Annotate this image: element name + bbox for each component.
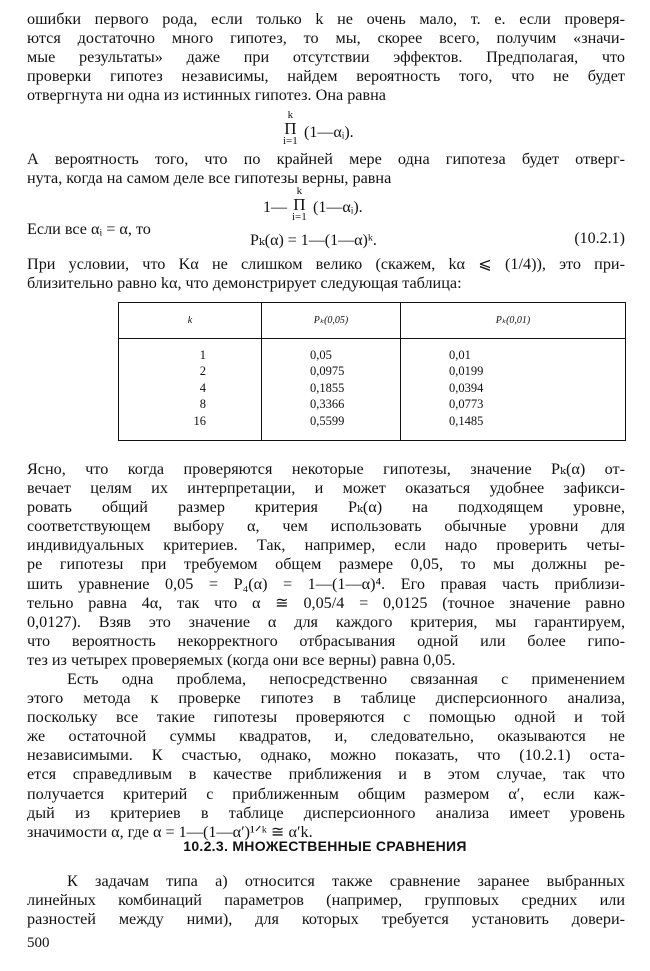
paragraph-2 (27, 150, 625, 188)
text-line: близительно равно kα, что демонстрирует следующая таблица: (27, 274, 462, 293)
text-line: К задачам типа а) относится также сравнение заранее выбранных (67, 872, 625, 890)
text-line: 0,0127). Взяв это значение α для каждого критерия, мы гарантируем, (27, 612, 625, 631)
table-row (119, 413, 626, 440)
column-header-k: k (119, 303, 262, 339)
text-line: получается критерий с приближенным общим размером α′, если каж- (27, 784, 625, 803)
text-line: ошибки первого рода, если только k не очень мало, т. е. если проверя- (27, 10, 625, 28)
text-line: тельно равна 4α, так что α ≅ 0,05/4 = 0,0125 (точное значение равно (27, 593, 625, 612)
paragraph-1 (27, 10, 625, 105)
text-line: этого метода к проверке гипотез в таблице дисперсионного анализа, (27, 689, 625, 708)
column-header-p005: Pₖ(0,05) (262, 303, 401, 339)
text-line: ре гипотезы при требуемом общем размере 0,05, то мы должны ре- (27, 555, 625, 574)
cell-p005: 0,3366 (262, 397, 401, 414)
paragraph-3 (27, 255, 625, 293)
product-upper-limit: k (287, 109, 294, 121)
text-line: нута, когда на самом деле все гипотезы верны, равна (27, 169, 392, 188)
text-line: линейных комбинаций параметров (например, групповых средних или (27, 891, 625, 910)
probability-table (118, 302, 626, 441)
cell-k (119, 364, 262, 381)
product-symbol: Π (284, 119, 297, 138)
cell-k-value: 16 (193, 413, 206, 428)
cell-p001: 0,0394 (401, 380, 626, 397)
if-clause: Если все αᵢ = α, то (27, 220, 151, 238)
text-line: ровать общий размер критерия Pₖ(α) на подходящем уровне, (27, 498, 625, 517)
formula-2-prefix: 1— (263, 199, 287, 216)
cell-k-value: 2 (199, 364, 206, 379)
cell-p001: 0,0773 (401, 397, 626, 414)
section-heading: 10.2.3. МНОЖЕСТВЕННЫЕ СРАВНЕНИЯ (183, 838, 467, 854)
cell-k (119, 397, 262, 414)
cell-p005: 0,0975 (262, 364, 401, 381)
product-operator (283, 110, 298, 147)
text-line: отвергнута ни одна из истинных гипотез. Она равна (27, 86, 386, 105)
text-line: вечает целям их интерпретации, и может оказаться удобнее зафикси- (27, 479, 625, 498)
text-line: поскольку все такие гипотезы проверяются с помощью одной и той (27, 708, 625, 727)
text-line: шить уравнение 0,05 = P₄(α) = 1—(1—α)⁴. Его правая часть приблизи- (27, 574, 625, 593)
cell-k (119, 380, 262, 397)
cell-p001: 0,1485 (401, 413, 626, 440)
equation-number: (10.2.1) (574, 230, 625, 247)
text-line: что вероятность некорректного отбрасывания одной или более гипо- (27, 631, 625, 650)
cell-p001: 0,0199 (401, 364, 626, 381)
text-line: ется справедливым в качестве приближения и в этом случае, так что (27, 765, 625, 784)
product-lower-limit: i=1 (292, 211, 307, 223)
cell-p001: 0,01 (401, 339, 626, 364)
cell-k-value: 4 (199, 380, 206, 395)
cell-k-value: 8 (199, 397, 206, 412)
cell-p005: 0,5599 (262, 413, 401, 440)
text-line: разностей между ними), для которых требуется установить довери- (27, 910, 625, 929)
table-row (119, 380, 626, 397)
formula-2: (1—αᵢ). (313, 199, 363, 216)
cell-k (119, 339, 262, 364)
page-number: 500 (27, 935, 50, 951)
product-upper-limit: k (296, 185, 303, 197)
product-operator (292, 186, 307, 223)
table-header-row (119, 303, 626, 339)
text-line: независимыми. К счастью, однако, можно показать, что (10.2.1) оста- (27, 746, 625, 765)
table-row (119, 364, 626, 381)
text-line: При условии, что Kα не слишком велико (скажем, kα ⩽ (1/4)), это при- (27, 255, 625, 273)
text-line: же остаточной суммы квадратов, и, следовательно, оказываются не (27, 727, 625, 746)
table-row (119, 397, 626, 414)
text-line: Есть одна проблема, непосредственно связанная с применением (67, 670, 625, 688)
table-row (119, 339, 626, 364)
product-symbol: Π (293, 195, 306, 214)
text-line: мые результаты» даже при отсутствии эффектов. Предполагая, что (27, 48, 625, 67)
product-lower-limit: i=1 (283, 135, 298, 147)
cell-p005: 0,1855 (262, 380, 401, 397)
paragraph-5 (27, 670, 625, 842)
text-line: индивидуальных критериев. Так, например, если надо проверить четы- (27, 536, 625, 555)
text-line: соответствующем выбору α, чем использовать обычные уровни для (27, 517, 625, 536)
text-line: тез из четырех проверяемых (когда они все верны) равна 0,05. (27, 650, 456, 669)
cell-p005: 0,05 (262, 339, 401, 364)
text-line: дый из критериев в таблице дисперсионного анализа имеет уровень (27, 803, 625, 822)
cell-k (119, 413, 262, 440)
column-header-p001: Pₖ(0,01) (401, 303, 626, 339)
text-line: Ясно, что когда проверяются некоторые гипотезы, значение Pₖ(α) от- (27, 460, 625, 478)
paragraph-4 (27, 460, 625, 670)
formula-1: (1—αᵢ). (304, 124, 354, 141)
text-line: проверки гипотез независимы, найдем вероятность того, что не будет (27, 67, 625, 86)
text-line: А вероятность того, что по крайней мере одна гипотеза будет отверг- (27, 150, 625, 168)
formula-3: Pₖ(α) = 1—(1—α)ᵏ. (250, 232, 377, 249)
text-line: значимости α, где α = 1—(1—α′)¹ᐟᵏ ≅ α′k. (27, 822, 313, 841)
cell-k-value: 1 (199, 347, 206, 362)
paragraph-6 (27, 872, 625, 929)
text-line: ются достаточно много гипотез, то мы, скорее всего, получим «значи- (27, 29, 625, 48)
